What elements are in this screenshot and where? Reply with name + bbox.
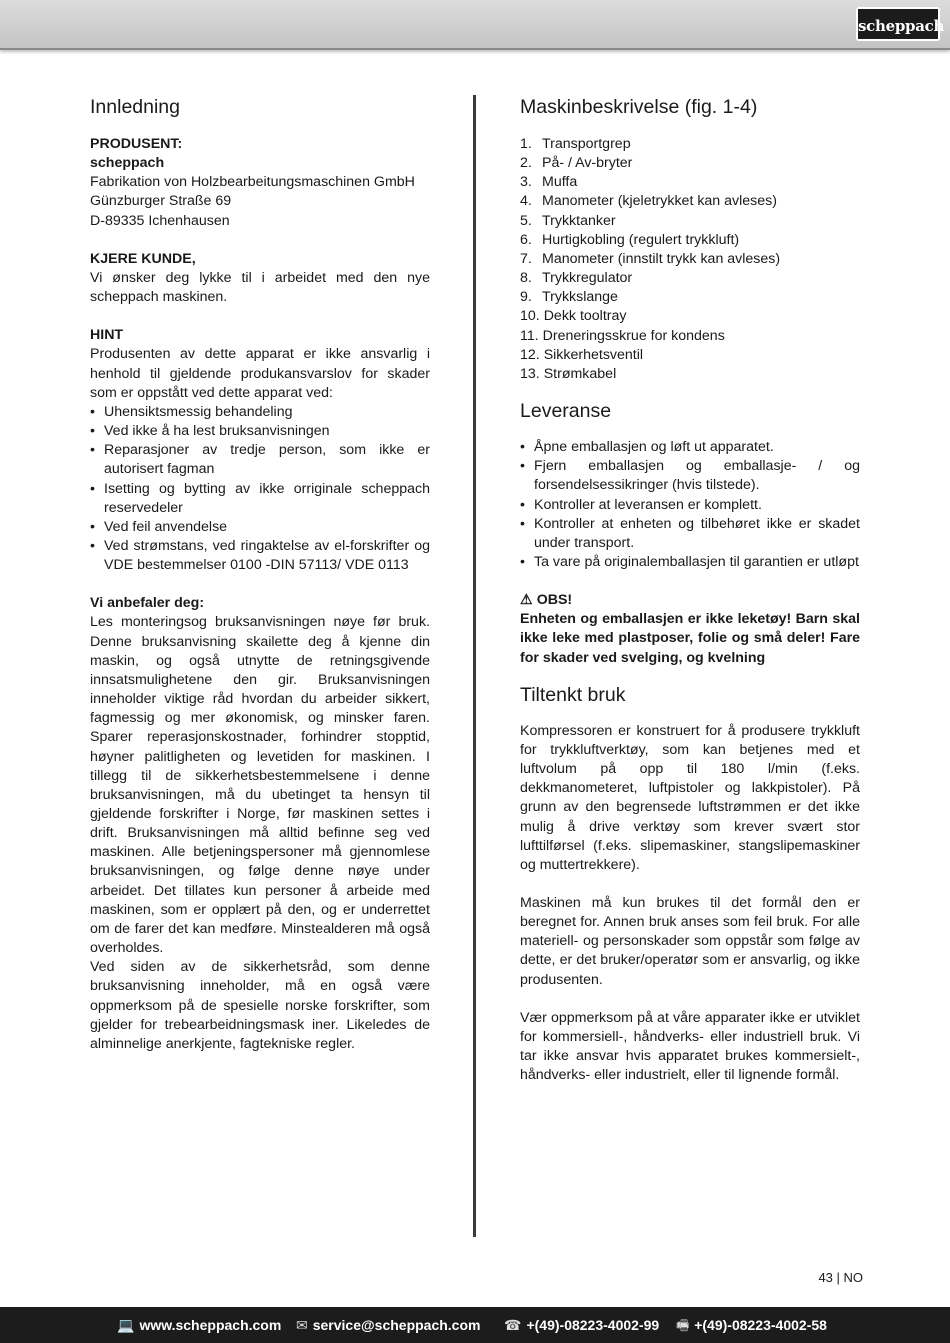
list-item: 2. På- / Av-bryter xyxy=(520,155,633,172)
right-column xyxy=(520,94,860,1085)
list-item: • Kontroller at leveransen er komplett. xyxy=(520,496,762,513)
list-item: 12. Sikkerhetsventil xyxy=(520,346,644,363)
list-item: 11. Dreneringsskrue for kondens xyxy=(520,327,725,344)
list-item: • Uhensiktsmessig behandeling xyxy=(90,403,293,420)
phone-icon: ☎ xyxy=(504,1317,522,1333)
footer-website[interactable]: 💻 www.scheppach.com xyxy=(117,1317,282,1333)
obs-text: Enheten og emballasjen er ikke leketøy! Barn skal ikke leke med plastposer, folie og små deler! Fare for skader ved svelging, og kvelning xyxy=(520,611,860,666)
obs-heading xyxy=(520,591,860,610)
recommend-label: Vi anbefaler deg: xyxy=(90,595,205,612)
list-item: • Fjern emballasjen og emballasje- / og forsendelsessikringer (hvis tilstede). xyxy=(520,458,860,494)
hint-list xyxy=(90,403,430,575)
list-item: 1. Transportgrep xyxy=(520,136,631,152)
list-item: 8. Trykkregulator xyxy=(520,270,633,287)
scheppach-logo xyxy=(856,7,945,41)
column-divider xyxy=(473,95,476,1237)
recommend-text: Les monteringsog bruksanvisningen nøye før bruk. Denne bruksanvisning skailette deg å kjenne din maskin, og også utnytte de retningsgivende innsatsmulighetene den gir. Bruksanvisningen inneholder viktige råd hvordan du arbeider sikkert, fagmessig og mer økonomisk, og minsker faren. Sparer reperasjonskostnader, forhindrer stopptid, høyner palitligheten og levetiden for maskinen. I tillegg til de sikkerhetsbestemmelsene i denne bruksanvisningen, må du ubetinget ta hensyn til gjeldende forskrifter i Norge, før maskinen settes i drift. Bruksanvisningen må alltid befinne seg ved maskinen. Alle betjeningspersoner må gjennomlese bruksanvisningen, og følge denne nøye under arbeidet. Det tillates kun personer å arbeide med maskinen, som er opplært på den, og er underrettet om de farer det kan medføre. Minstealderen må også overholdes. xyxy=(90,614,430,957)
producer-label: PRODUSENT: xyxy=(90,136,183,152)
footer-email[interactable]: ✉ service@scheppach.com xyxy=(296,1317,481,1333)
list-item: • Ved strømstans, ved ringaktelse av el-forskrifter og VDE bestemmelser 0100 -DIN 57113/ VDE 0113 xyxy=(90,537,430,574)
footer-phone[interactable]: ☎ +(49)-08223-4002-99 xyxy=(504,1317,660,1333)
use-paragraph: Vær oppmerksom på at våre apparater ikke er utviklet for kommersiell-, håndverks- eller industriell bruk. Vi tar ikke ansvar hvis apparatet brukes kommersielt-, håndverks- eller industrielt, eller til lignende formål. xyxy=(520,1009,860,1084)
list-item: 9. Trykkslange xyxy=(520,289,618,306)
hint-label: HINT xyxy=(90,327,124,344)
delivery-list xyxy=(520,438,860,572)
use-title: Tiltenkt bruk xyxy=(520,683,626,706)
list-item: 3. Muffa xyxy=(520,174,578,191)
left-column xyxy=(90,94,430,1054)
producer-line: D-89335 Ichenhausen xyxy=(90,212,230,229)
use-paragraph: Maskinen må kun brukes til det formål den er beregnet for. Annen bruk anses som feil bruk. For alle materiell- og personskader som oppstår som følge av dette, er det bruker/operatør som er ansvarlig, og ikke produsenten. xyxy=(520,895,860,988)
list-item: 13. Strømkabel xyxy=(520,365,617,382)
list-item: • Kontroller at enheten og tilbehøret ikke er skadet under transport. xyxy=(520,515,860,551)
logo-text: scheppach xyxy=(856,7,940,41)
header-bar xyxy=(0,0,950,50)
fax-icon: 🖷 xyxy=(676,1317,690,1333)
recommend-text: Ved siden av de sikkerhetsråd, som denne bruksanvisning inneholder, må en også være oppmerksom på de spesielle norske forskrifter, som gjelder for trebearbeidningsmask iner. Likeledes de alminnelige anerkjente, fagtekniske regler. xyxy=(90,959,430,1052)
list-item: • Isetting og bytting av ikke orriginale scheppach reservedeler xyxy=(90,480,430,516)
customer-label: KJERE KUNDE, xyxy=(90,250,196,267)
list-item: 6. Hurtigkobling (regulert trykkluft) xyxy=(520,231,740,248)
footer-bar xyxy=(0,1307,950,1343)
list-item: 7. Manometer (innstilt trykk kan avleses) xyxy=(520,250,781,267)
intro-title: Innledning xyxy=(90,96,180,118)
obs-label: OBS! xyxy=(536,592,573,609)
producer-line: Günzburger Straße 69 xyxy=(90,193,232,210)
list-item: • Ta vare på originalemballasjen til garantien er utløpt xyxy=(520,553,859,570)
customer-text: Vi ønsker deg lykke til i arbeidet med den nye scheppach maskinen. xyxy=(90,269,430,306)
list-item: 4. Manometer (kjeletrykket kan avleses) xyxy=(520,193,777,210)
page-number: 43 | NO xyxy=(818,1270,863,1285)
producer-line: Fabrikation von Holzbearbeitungsmaschinen GmbH xyxy=(90,174,415,191)
hint-text: Produsenten av dette apparat er ikke ansvarlig i henhold til gjeldende produkansvarslov for skader som er oppstått ved dette apparat ved: xyxy=(90,346,430,401)
producer-name: scheppach xyxy=(90,155,165,172)
computer-icon: 💻 xyxy=(117,1317,135,1333)
list-item: • Ved feil anvendelse xyxy=(90,518,228,535)
description-title: Maskinbeskrivelse (fig. 1-4) xyxy=(520,96,758,118)
list-item: • Åpne emballasjen og løft ut apparatet. xyxy=(520,439,774,456)
list-item: • Reparasjoner av tredje person, som ikke er autorisert fagman xyxy=(90,442,430,478)
mail-icon: ✉ xyxy=(296,1317,308,1333)
footer-fax[interactable]: 🖷 +(49)-08223-4002-58 xyxy=(676,1317,827,1333)
parts-list xyxy=(520,135,860,384)
use-paragraph: Kompressoren er konstruert for å produsere trykkluft for trykkluftverktøy, som kan betjenes med et luftvolum på opp til 180 l/min (f.eks. dekkmanometeret, luftpistoler og lakkpistoler). På grunn av den begrensede luftstrømmen er det ikke mulig å drive verktøy som krever svært stor lufttilførsel (f.eks. slipemaskiner, stangslipemaskiner og muttertrekkere). xyxy=(520,722,860,873)
warning-icon: ⚠ xyxy=(520,592,533,609)
list-item: • Ved ikke å ha lest bruksanvisningen xyxy=(90,423,330,440)
list-item: 10. Dekk tooltray xyxy=(520,308,627,325)
delivery-title: Leveranse xyxy=(520,400,612,423)
list-item: 5. Trykktanker xyxy=(520,212,616,229)
